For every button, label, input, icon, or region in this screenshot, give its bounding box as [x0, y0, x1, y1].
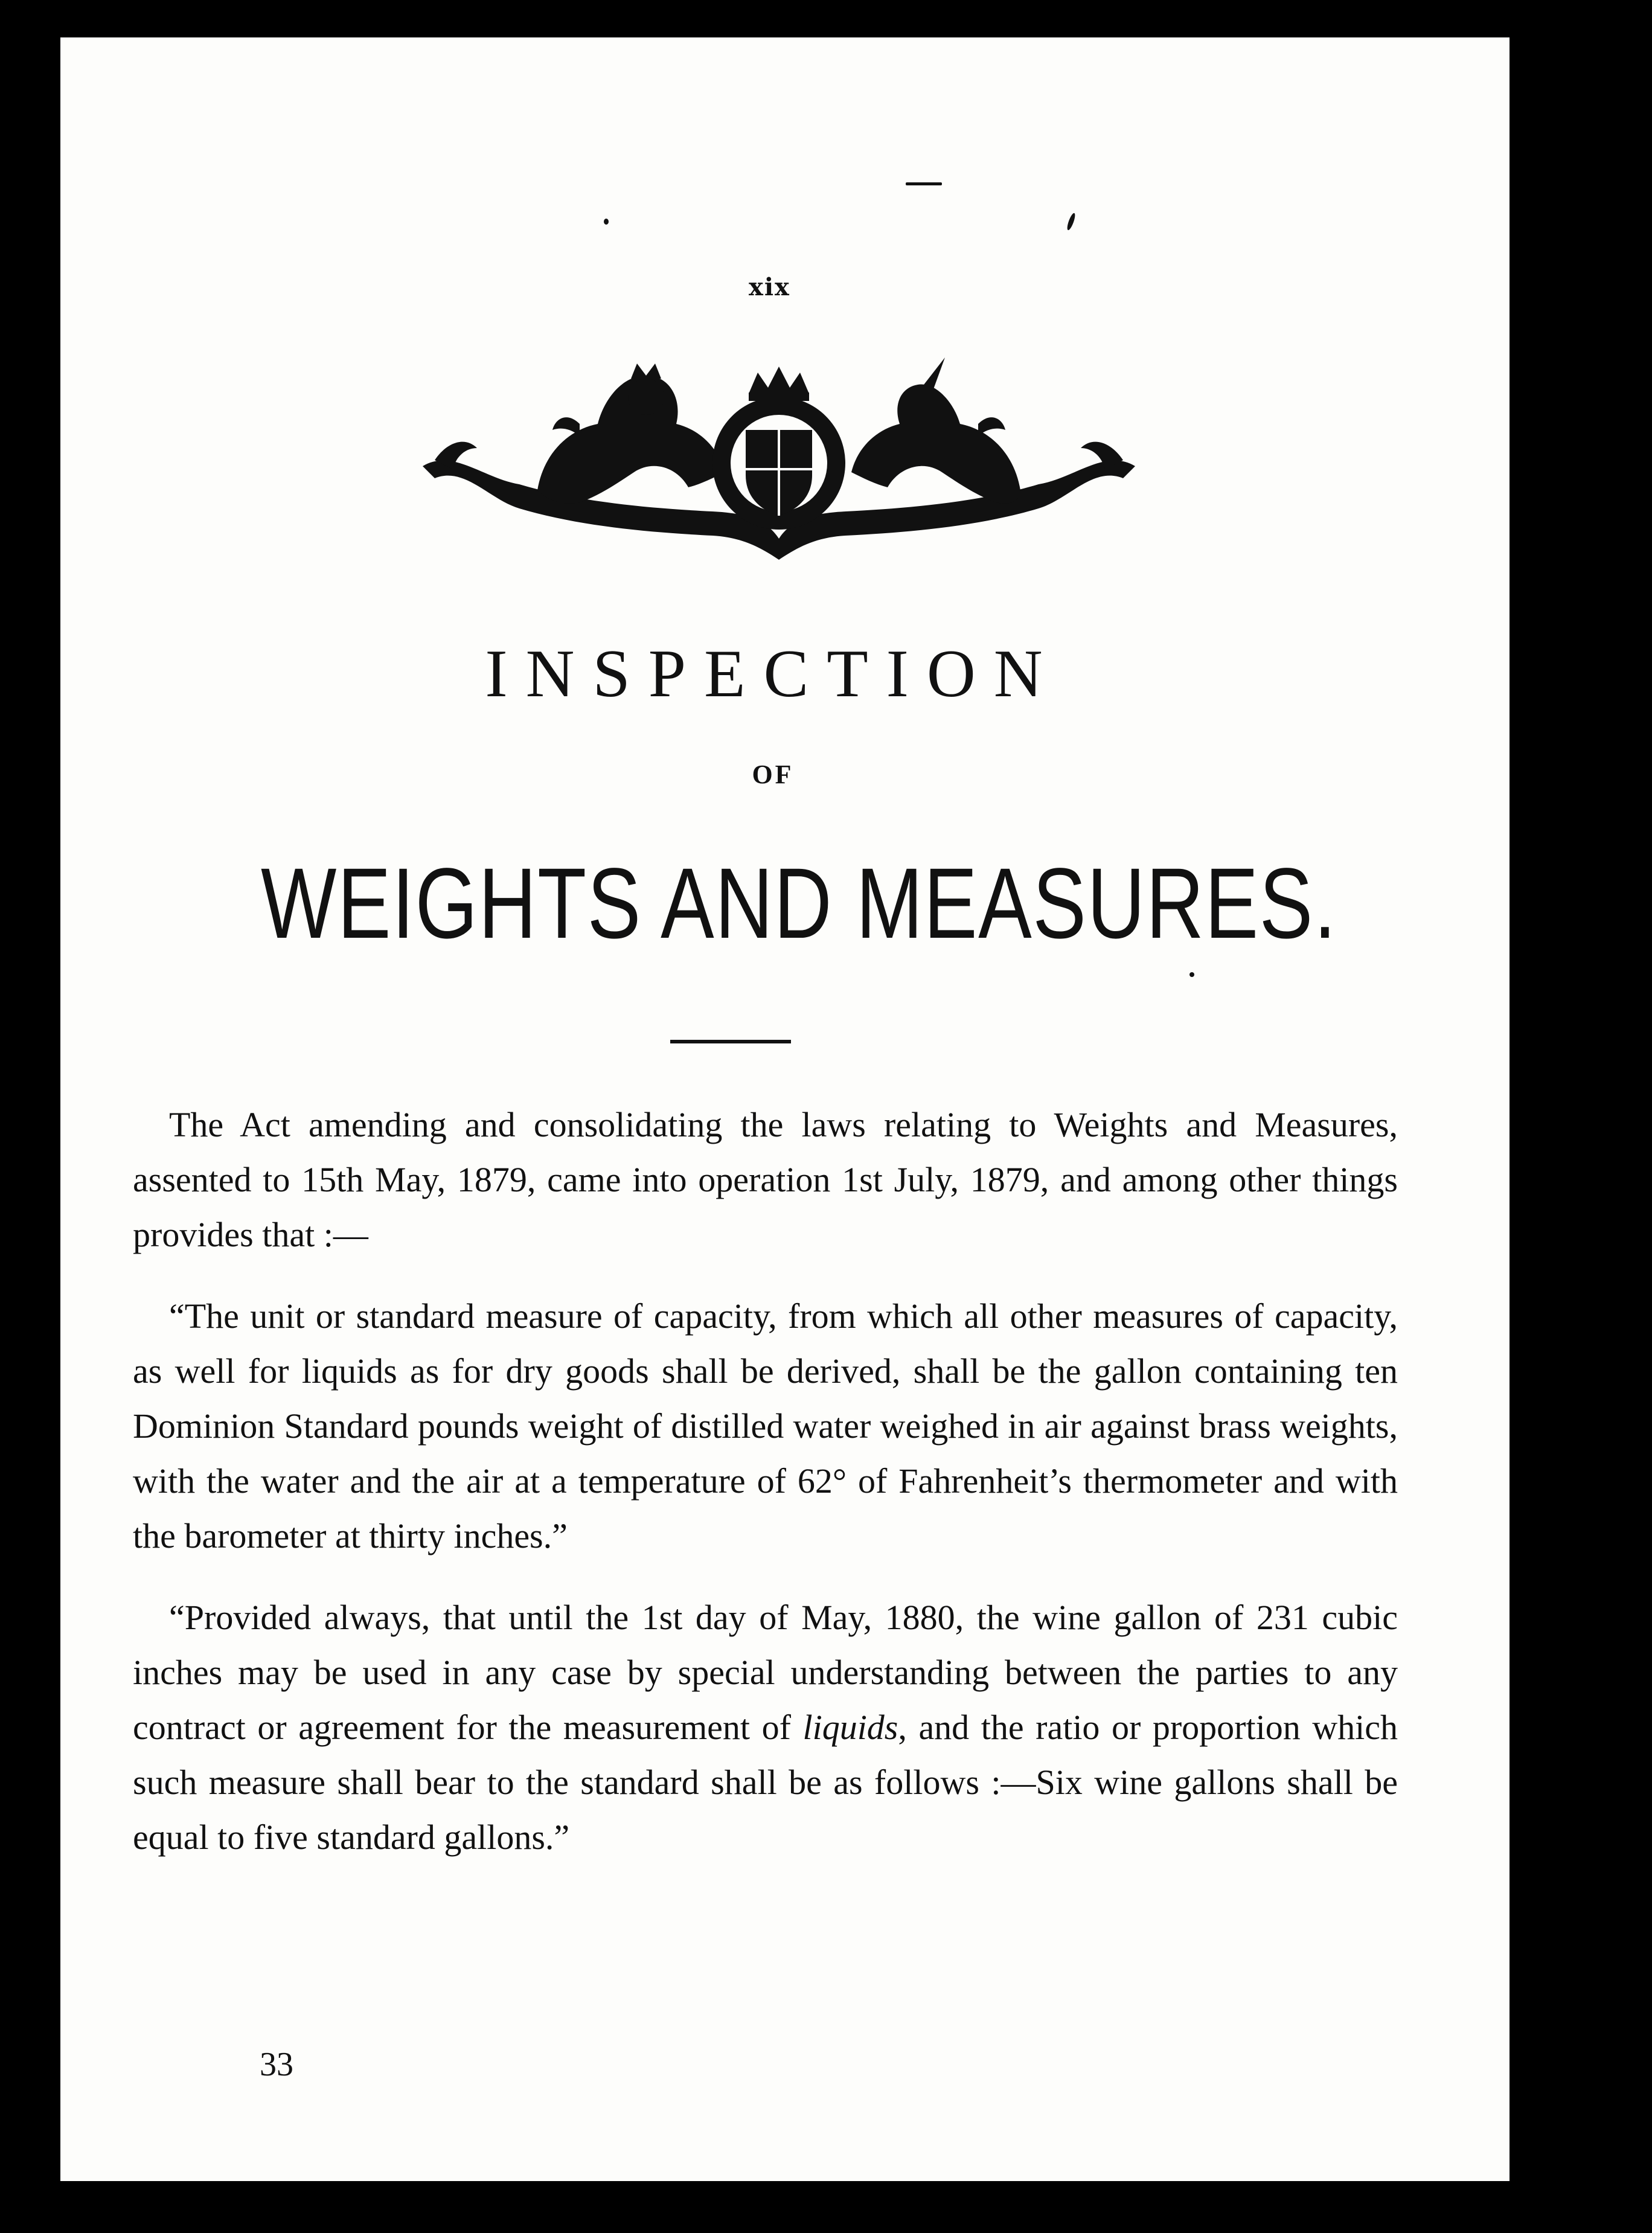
paragraph-unit-standard-text: “The unit or standard measure of capacity, from which all other measures of capacity, as well for liquids as for dry goods shall be derived, shall be the gallon containing ten Dominion Standard pounds weight of distilled water weighed in air against brass weights, with the water and the air at a temperature of 62° of Fahrenheit’s thermometer and with the barometer at thirty inches.”: [133, 1296, 1398, 1555]
title-inspection: INSPECTION: [485, 636, 1061, 711]
royal-coat-of-arms-icon: [399, 357, 1159, 563]
paragraph-act: [133, 1097, 1398, 1262]
ink-speck: [906, 182, 942, 185]
roman-page-number: xix: [749, 273, 790, 301]
page-number: 33: [260, 2046, 293, 2083]
title-divider: [670, 1040, 791, 1043]
paragraph-provided: [133, 1590, 1398, 1865]
paragraph-provided-text-b: , and the ratio or proportion which such measure shall bear to the standard shall be as follows :—Six wine gallons shall be equal to five standard gallons.”: [133, 1708, 1398, 1857]
body-text: [133, 1097, 1398, 1891]
page-edge: [1485, 37, 1510, 2181]
ink-speck: [1189, 972, 1194, 977]
ink-speck: [1066, 213, 1077, 231]
paragraph-act-text: The Act amending and consolidating the laws relating to Weights and Measures, assented to 15th May, 1879, came into operation 1st July, 1879, and among other things provides that :—: [133, 1105, 1398, 1254]
paragraph-unit-standard: [133, 1289, 1398, 1563]
italic-liquids: liquids: [802, 1708, 898, 1747]
title-weights-and-measures: WEIGHTS AND MEASURES.: [261, 848, 1337, 960]
paragraph-provided-text-a: “Provided always, that until the 1st day of May, 1880, the wine gallon of 231 cubic inches may be used in any case by special understanding between the parties to any contract or agreement for the measurement of: [133, 1598, 1398, 1747]
document-page: [60, 37, 1485, 2181]
ink-speck: [604, 219, 609, 225]
title-of: OF: [752, 760, 794, 789]
